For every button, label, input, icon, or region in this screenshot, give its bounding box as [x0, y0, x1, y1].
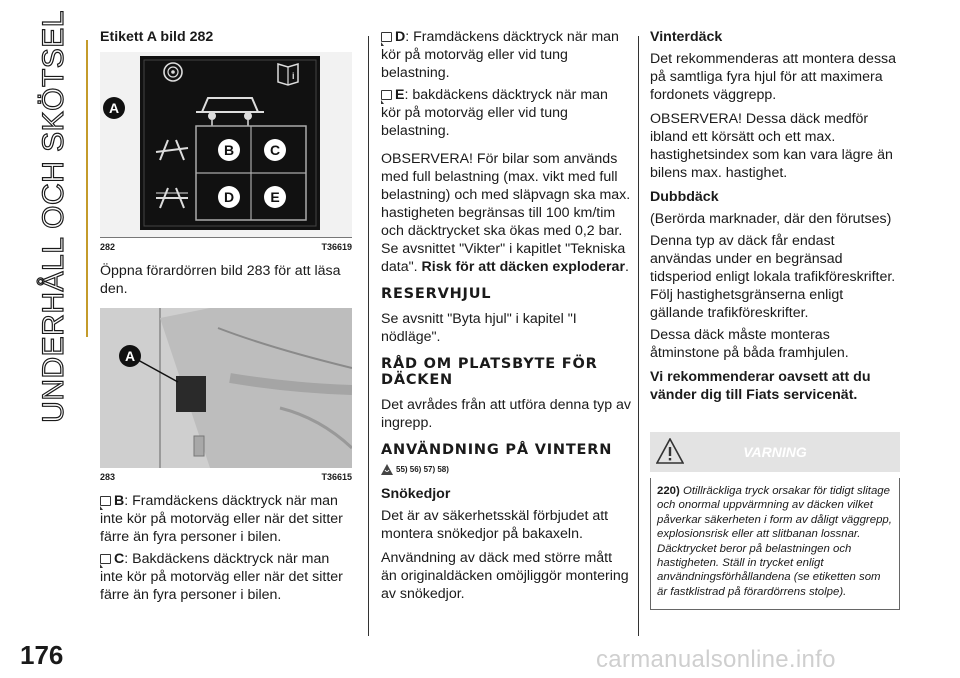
paragraph: Se avsnitt "Byta hjul" i kapitel "I nödläge".	[381, 311, 577, 345]
paragraph: Öppna förardörren bild 283 för att läsa den.	[100, 263, 341, 297]
item-d: D: Framdäckens däcktryck när man kör på motorväg eller vid tung belastning.	[381, 29, 619, 81]
paragraph: Användning av däck med större mått än originaldäcken omöjliggör montering av snökedjor.	[381, 550, 629, 602]
label-b: B	[223, 142, 235, 158]
label-heading: Etikett A bild 282	[100, 29, 214, 45]
warning-number: 220)	[657, 485, 680, 497]
item-c: C: Bakdäckens däcktryck när man inte kör på motorväg eller när det sitter färre än fyra personer i bilen.	[100, 551, 343, 603]
warning-body	[650, 478, 900, 610]
recommendation: Vi rekommenderar oavsett att du vänder dig till Fiats servicenät.	[650, 369, 871, 403]
column-3	[650, 28, 900, 610]
subheading-vinterdack: Vinterdäck	[650, 29, 723, 45]
warning-title: VARNING	[743, 444, 807, 460]
observera-paragraph: OBSERVERA! För bilar som används med full belastning (max. vikt med full belastning) och med släpvagn ska max. hastigheten begränsas till 100 km/tim och däcktrycket ska ökas med 0,2 bar. Se avsnittet "Vikter" i kapitlet "Tekniska data". Risk för att däcken exploderar.	[381, 151, 631, 275]
section-heading-reservhjul: RESERVHJUL	[381, 286, 492, 302]
callout-icon	[381, 90, 392, 100]
subheading-snokedjor: Snökedjor	[381, 486, 451, 502]
paragraph: Det rekommenderas att montera dessa på samtliga fyra hjul för att maximera fordonets väggrepp.	[650, 51, 897, 103]
label-a: A	[108, 100, 120, 116]
column-2	[381, 28, 631, 603]
warning-header	[650, 432, 900, 472]
label-a: A	[124, 348, 136, 364]
page-number: 176	[20, 640, 64, 670]
figure-282-caption: 282 T36619	[100, 242, 352, 252]
paragraph: OBSERVERA! Dessa däck medför ibland ett körsätt och ett max. hastighetsindex som kan vara lägre än bilens max. hastighet.	[650, 111, 893, 181]
paragraph: Denna typ av däck får endast användas under en begränsad tidsperiod enligt lokala trafikföreskrifter. Följ hastighetsgränserna enligt gällande trafikföreskrifter.	[650, 233, 896, 321]
tire-pressure-label-illustration	[100, 52, 352, 238]
section-heading-platsbyte: RÅD OM PLATSBYTE FÖR DÄCKEN	[381, 356, 598, 388]
column-divider	[638, 36, 639, 636]
paragraph: (Berörda marknader, där den förutses)	[650, 211, 892, 227]
chapter-rule	[86, 40, 88, 337]
callout-icon	[381, 32, 392, 42]
figure-282	[100, 52, 352, 238]
warning-text: Otillräckliga tryck orsakar för tidigt slitage och onormal uppvärmning av däcken vilket påverkar säkerheten i form av dåligt väggrepp, explosionsrisk eller att slitbanan lossnar. Däcktrycket beror på belastningen och hastigheten. Ställ in trycket enligt användningsförhållandena (se etiketten som är fastklistrad på förardörrens stolpe).	[657, 485, 892, 598]
label-e: E	[270, 189, 280, 205]
subheading-dubbdack: Dubbdäck	[650, 189, 719, 205]
watermark: carmanualsonline.info	[596, 646, 836, 673]
warning-triangle-icon	[381, 464, 393, 475]
item-b: B: Framdäckens däcktryck när man inte kör på motorväg eller när det sitter färre än fyra personer i bilen.	[100, 493, 343, 545]
warning-triangle-icon	[656, 438, 684, 464]
paragraph: Det är av säkerhetsskäl förbjudet att montera snökedjor på bakaxeln.	[381, 508, 609, 542]
column-divider	[368, 36, 369, 636]
label-c: C	[269, 142, 281, 158]
paragraph: Dessa däck måste monteras åtminstone på båda framhjulen.	[650, 327, 849, 361]
reference-row	[381, 464, 631, 475]
figure-283	[100, 308, 352, 468]
column-1	[100, 28, 352, 604]
callout-icon	[100, 496, 111, 506]
door-pillar-illustration	[100, 308, 352, 468]
label-d: D	[223, 189, 235, 205]
callout-icon	[100, 554, 111, 564]
item-e: E: bakdäckens däcktryck när man kör på motorväg eller vid tung belastning.	[381, 87, 608, 139]
figure-283-caption: 283 T36615	[100, 472, 352, 482]
svg-text:i: i	[292, 71, 295, 81]
note-references: 55) 56) 57) 58)	[396, 465, 449, 474]
section-heading-vintern: ANVÄNDNING PÅ VINTERN	[381, 442, 613, 458]
paragraph: Det avrådes från att utföra denna typ av ingrepp.	[381, 397, 632, 431]
chapter-title-vertical: UNDERHÅLL OCH SKÖTSEL	[37, 10, 70, 423]
